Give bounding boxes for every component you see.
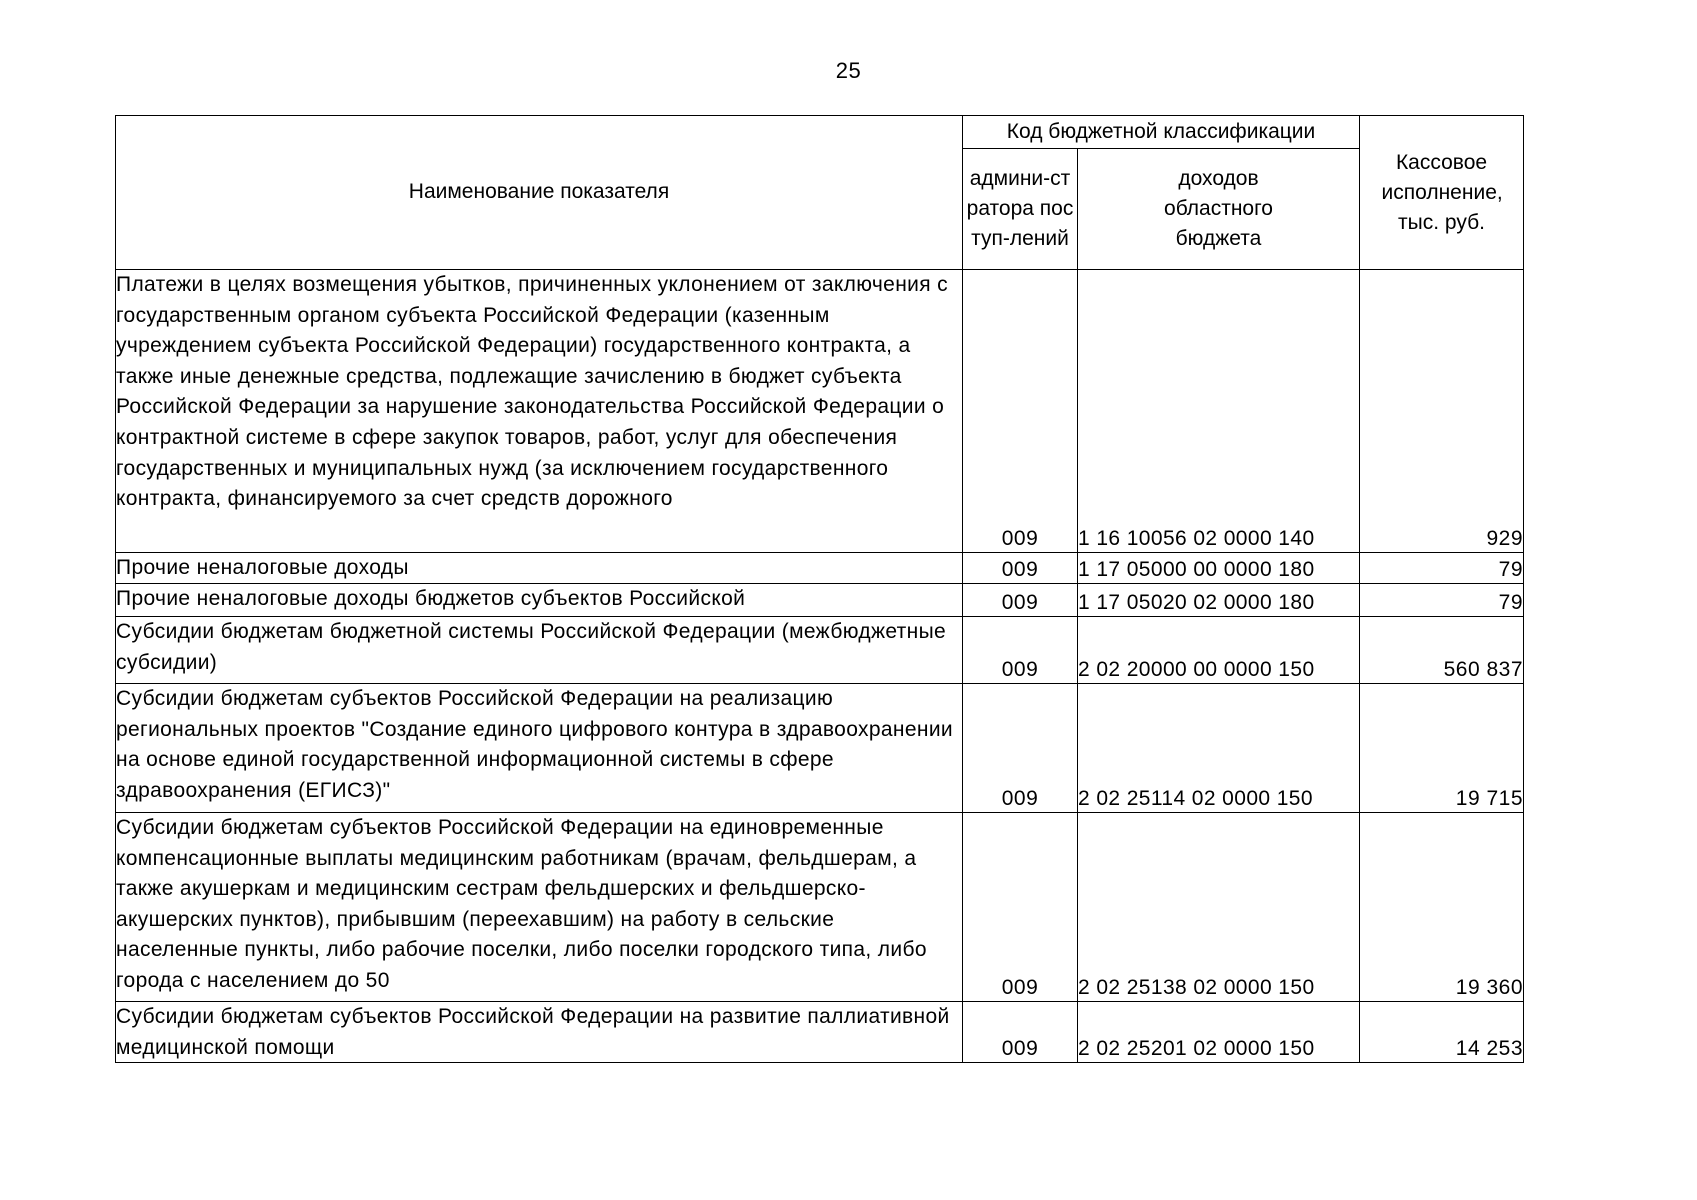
row-code: 1 16 10056 02 0000 140 (1078, 270, 1360, 553)
row-admin: 009 (963, 684, 1078, 813)
table-row (116, 684, 1524, 813)
header-income (1078, 149, 1360, 270)
header-admin-label: админи-стратора поступ-лений (966, 167, 1074, 250)
row-admin: 009 (963, 813, 1078, 1002)
row-amount: 560 837 (1360, 617, 1524, 684)
row-name-text: Субсидии бюджетам субъектов Российской Федерации на развитие паллиативной медицинской помощи (116, 1005, 950, 1059)
row-name (116, 813, 963, 1002)
header-code-group: Код бюджетной классификации (963, 116, 1360, 149)
budget-table (115, 115, 1524, 1063)
row-code: 1 17 05020 02 0000 180 (1078, 584, 1360, 617)
row-code: 1 17 05000 00 0000 180 (1078, 553, 1360, 584)
row-name-text: Прочие неналоговые доходы (116, 556, 409, 579)
table-row (116, 584, 1524, 617)
row-admin: 009 (963, 584, 1078, 617)
header-name: Наименование показателя (116, 116, 963, 270)
row-amount: 79 (1360, 553, 1524, 584)
header-cash-label: Кассовое исполнение, тыс. руб. (1381, 150, 1503, 234)
table-row (116, 813, 1524, 1002)
row-name (116, 684, 963, 813)
row-name-text: Прочие неналоговые доходы бюджетов субъектов Российской (116, 587, 746, 610)
row-amount: 19 360 (1360, 813, 1524, 1002)
row-name-text: Субсидии бюджетам бюджетной системы Российской Федерации (межбюджетные субсидии) (116, 620, 947, 674)
table-row (116, 270, 1524, 553)
row-name-text: Субсидии бюджетам субъектов Российской Федерации на реализацию региональных проектов "Создание единого цифрового контура в здравоохранении на основе единой государственной информационной системы в сфере здравоохранения (ЕГИСЗ)" (116, 687, 953, 802)
row-amount: 929 (1360, 270, 1524, 553)
row-admin: 009 (963, 270, 1078, 553)
row-name (116, 553, 963, 584)
row-code: 2 02 25138 02 0000 150 (1078, 813, 1360, 1002)
row-amount: 19 715 (1360, 684, 1524, 813)
row-admin: 009 (963, 553, 1078, 584)
header-cash-execution (1360, 116, 1524, 270)
row-amount: 14 253 (1360, 1002, 1524, 1063)
header-admin (963, 149, 1078, 270)
row-name (116, 617, 963, 684)
row-name (116, 584, 963, 617)
row-amount: 79 (1360, 584, 1524, 617)
row-name-text: Платежи в целях возмещения убытков, причиненных уклонением от заключения с государственным органом субъекта Российской Федерации (казенным учреждением субъекта Российской Федерации) государственного контракта, а также иные денежные средства, подлежащие зачислению в бюджет субъекта Российской Федерации за нарушение законодательства Российской Федерации о контрактной системе в сфере закупок товаров, работ, услуг для обеспечения государственных и муниципальных нужд (за исключением государственного контракта, финансируемого за счет средств дорожного (116, 273, 948, 511)
table-row (116, 1002, 1524, 1063)
row-admin: 009 (963, 617, 1078, 684)
row-name (116, 1002, 963, 1063)
row-name (116, 270, 963, 553)
row-code: 2 02 20000 00 0000 150 (1078, 617, 1360, 684)
row-code: 2 02 25114 02 0000 150 (1078, 684, 1360, 813)
row-admin: 009 (963, 1002, 1078, 1063)
row-name-text: Субсидии бюджетам субъектов Российской Федерации на единовременные компенсационные выплаты медицинским работникам (врачам, фельдшерам, а также акушеркам и медицинским сестрам фельдшерских и фельдшерско-акушерских пунктов), прибывшим (переехавшим) на работу в сельские населенные пункты, либо рабочие поселки, либо поселки городского типа, либо города с населением до 50 (116, 816, 927, 992)
page-number: 25 (835, 58, 862, 83)
table-row (116, 553, 1524, 584)
header-income-label: доходов областного бюджета (1164, 167, 1273, 250)
table-row (116, 617, 1524, 684)
header-row-top (116, 116, 1524, 149)
row-code: 2 02 25201 02 0000 150 (1078, 1002, 1360, 1063)
